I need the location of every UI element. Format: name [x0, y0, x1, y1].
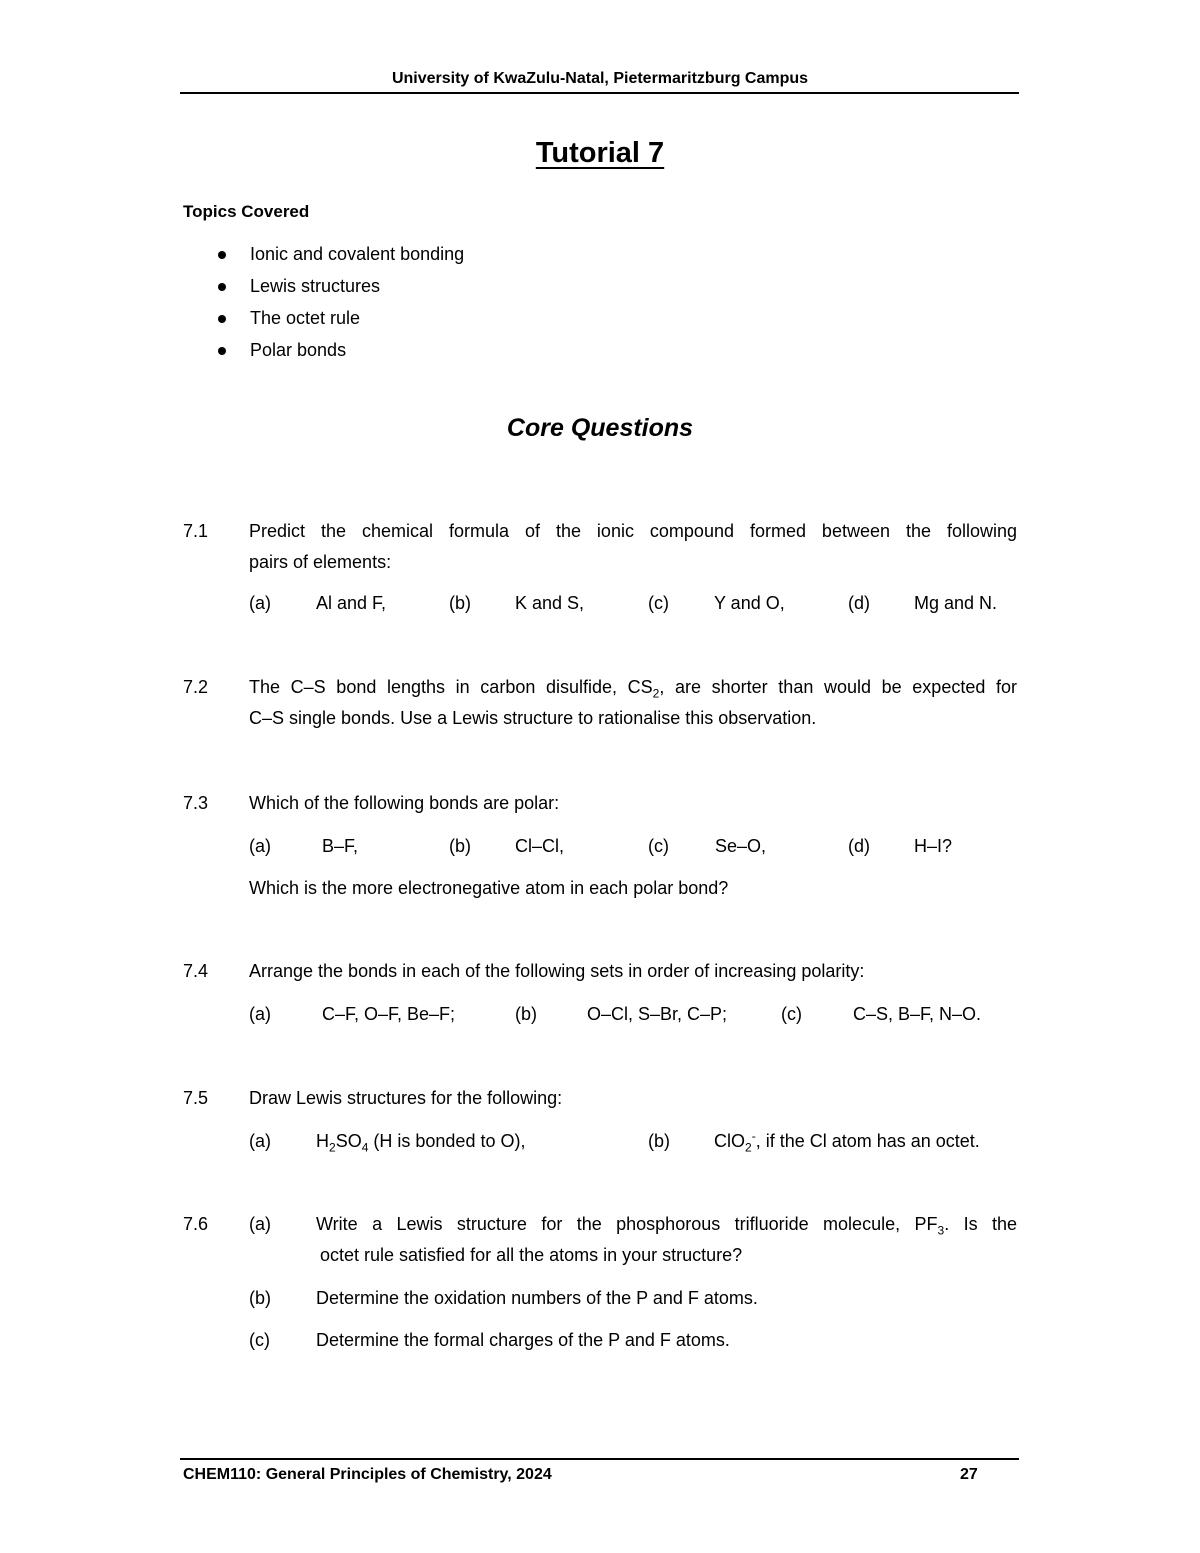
text-run: , if the Cl atom has an octet. — [755, 1131, 980, 1151]
bullet-icon — [218, 315, 226, 323]
text-run: The C–S bond lengths in carbon disulfide, CS — [249, 677, 653, 697]
text-run: . Is the — [944, 1214, 1018, 1234]
question-text — [249, 672, 1017, 703]
topic-text: Ionic and covalent bonding — [250, 244, 465, 264]
question-number: 7.2 — [183, 677, 209, 697]
list-item — [218, 244, 464, 265]
list-item — [218, 276, 380, 297]
text-run: H — [316, 1131, 329, 1151]
text-run: SO — [335, 1131, 362, 1151]
part-text — [316, 1209, 1017, 1240]
part-label: (c) — [249, 1330, 270, 1350]
part-text — [316, 1126, 525, 1157]
part-text: Determine the oxidation numbers of the P and F atoms. — [316, 1288, 758, 1308]
header-rule — [180, 92, 1019, 94]
part-text: C–F, O–F, Be–F; — [322, 1004, 456, 1024]
question-text: Draw Lewis structures for the following: — [249, 1088, 563, 1108]
part-label: (d) — [848, 593, 870, 613]
subscript: 2 — [745, 1140, 752, 1155]
part-label: (a) — [249, 593, 271, 613]
part-label: (a) — [249, 1214, 271, 1234]
part-label: (b) — [449, 593, 471, 613]
topics-heading: Topics Covered — [183, 202, 310, 221]
text-run: Write a Lewis structure for the phosphorous trifluoride molecule, PF — [316, 1214, 938, 1234]
question-text: Which of the following bonds are polar: — [249, 793, 560, 813]
question-text: pairs of elements: — [249, 552, 392, 572]
text-run: ClO — [714, 1131, 745, 1151]
topic-text: Lewis structures — [250, 276, 381, 296]
part-label: (b) — [249, 1288, 271, 1308]
part-label: (c) — [648, 593, 669, 613]
bullet-icon — [218, 251, 226, 259]
part-label: (a) — [249, 1131, 271, 1151]
part-text: Determine the formal charges of the P and F atoms. — [316, 1330, 730, 1350]
bullet-icon — [218, 347, 226, 355]
subscript: 4 — [361, 1140, 369, 1155]
question-number: 7.6 — [183, 1214, 209, 1234]
part-label: (b) — [515, 1004, 537, 1024]
bullet-icon — [218, 283, 226, 291]
footer-course: CHEM110: General Principles of Chemistry, 2024 — [183, 1466, 552, 1483]
question-number: 7.3 — [183, 793, 209, 813]
text-run: , are shorter than would be expected for — [659, 677, 1017, 697]
part-label: (c) — [781, 1004, 802, 1024]
footer-rule — [180, 1458, 1019, 1460]
list-item — [218, 340, 346, 361]
part-text: Mg and N. — [914, 593, 998, 613]
part-text: K and S, — [515, 593, 585, 613]
question-number: 7.5 — [183, 1088, 209, 1108]
question-text: C–S single bonds. Use a Lewis structure to rationalise this observation. — [249, 708, 817, 728]
question-number: 7.4 — [183, 961, 209, 981]
text-run: (H is bonded to O), — [368, 1131, 526, 1151]
question-text: Which is the more electronegative atom in each polar bond? — [249, 878, 729, 898]
part-text — [714, 1126, 980, 1157]
question-text: Predict the chemical formula of the ionic compound formed between the following — [249, 521, 1017, 541]
subscript: 2 — [652, 686, 660, 701]
part-text: Se–O, — [715, 836, 767, 856]
subscript: 3 — [937, 1223, 945, 1238]
subscript: 2 — [329, 1140, 336, 1155]
section-heading: Core Questions — [506, 414, 694, 442]
page-header: University of KwaZulu-Natal, Pietermaritzburg Campus — [391, 70, 809, 87]
part-text: Cl–Cl, — [515, 836, 565, 856]
question-number: 7.1 — [183, 521, 209, 541]
part-text: C–S, B–F, N–O. — [853, 1004, 982, 1024]
page-title — [0, 137, 1200, 170]
topic-text: Polar bonds — [250, 340, 347, 360]
list-item — [218, 308, 360, 329]
part-label: (a) — [249, 836, 271, 856]
topic-text: The octet rule — [250, 308, 361, 328]
superscript: - — [751, 1129, 756, 1143]
part-text: O–Cl, S–Br, C–P; — [587, 1004, 728, 1024]
part-label: (b) — [449, 836, 471, 856]
part-text: Y and O, — [714, 593, 785, 613]
part-label: (d) — [848, 836, 870, 856]
part-label: (c) — [648, 836, 669, 856]
part-label: (a) — [249, 1004, 271, 1024]
part-text: octet rule satisfied for all the atoms in your structure? — [320, 1245, 743, 1265]
part-text: B–F, — [322, 836, 359, 856]
part-text: Al and F, — [316, 593, 387, 613]
part-text: H–I? — [914, 836, 953, 856]
question-text: Arrange the bonds in each of the following sets in order of increasing polarity: — [249, 961, 865, 981]
page-number: 27 — [960, 1466, 978, 1483]
part-label: (b) — [648, 1131, 670, 1151]
title-text: Tutorial 7 — [535, 137, 665, 169]
